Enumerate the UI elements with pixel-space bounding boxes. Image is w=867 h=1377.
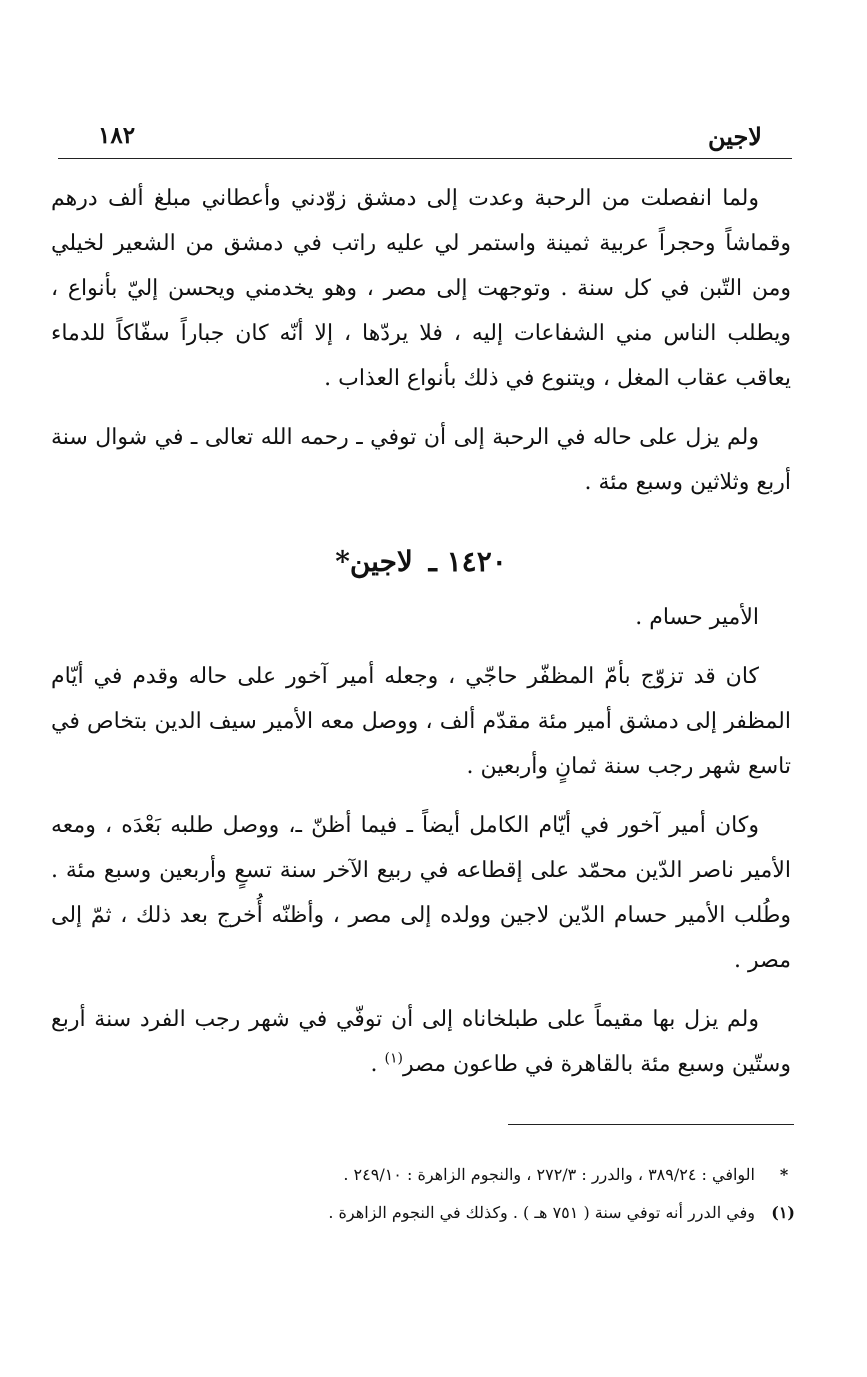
paragraph-2: ولم يزل على حاله في الرحبة إلى أن توفي ـ رحمه الله تعالى ـ في شوال سنة أربع وثلاثين وسبع مئة . (51, 425, 791, 495)
footnote-text: وفي الدرر أنه توفي سنة ( ٧٥١ هـ ) . وكذلك في النجوم الزاهرة . (328, 1203, 755, 1222)
footnote-reference[interactable]: (١) (384, 1050, 403, 1067)
main-text (51, 176, 791, 1087)
paragraph-4: كان قد تزوّج بأمّ المظفّر حاجّي ، وجعله أمير آخور على حاله وقدم في أيّام المظفر إلى دمشق أمير مئة مقدّم ألف ، ووصل معه الأمير سيف الدين بتخاص في تاسع شهر رجب سنة ثمانٍ وأربعين . (51, 664, 791, 779)
header-rule (58, 158, 792, 159)
footnote-text: الوافي : ٣٨٩/٢٤ ، والدرر : ٢٧٢/٣ ، والنجوم الزاهرة : ٢٤٩/١٠ . (343, 1165, 755, 1184)
paragraph-6-end: . (370, 1052, 385, 1077)
footnote-rule (508, 1124, 794, 1125)
footnote-star (55, 1156, 795, 1194)
paragraph-6 (51, 997, 791, 1087)
running-head (58, 122, 790, 156)
paragraph-5: وكان أمير آخور في أيّام الكامل أيضاً ـ فيما أظنّ ـ، ووصل طلبه بَعْدَه ، ومعه الأمير ناصر الدّين محمّد على إقطاعه في ربيع الآخر سنة تسعٍ وأربعين وسبع مئة . وطُلب الأمير حسام الدّين لاجين وولده إلى مصر ، وأظنّه أُخرج بعد ذلك ، ثمّ إلى مصر . (51, 813, 791, 973)
paragraph-1: ولما انفصلت من الرحبة وعدت إلى دمشق زوّدني وأعطاني مبلغ ألف درهم وقماشاً وحجراً عربية ثمينة واستمر لي عليه راتب في دمشق من الشعير لخيلي ومن التّبن في كل سنة . وتوجهت إلى مصر ، وهو يخدمني ويحسن إليّ بأنواع ، ويطلب الناس مني الشفاعات إليه ، فلا يردّها ، إلا أنّه كان جباراً سفّاكاً للدماء يعاقب عقاب المغل ، ويتنوع في ذلك بأنواع العذاب . (51, 186, 791, 391)
footnote-marker: (١) (771, 1203, 795, 1222)
footnote-1 (55, 1194, 795, 1232)
footnote-marker: * (779, 1165, 789, 1184)
page-number: ١٨٢ (98, 122, 136, 149)
paragraph-3: الأمير حسام . (635, 605, 759, 630)
entry-name: لاجين* (335, 545, 413, 578)
entry-heading (51, 539, 791, 585)
running-title: لاجين (707, 122, 762, 151)
entry-number: ١٤٢٠ ـ (428, 545, 507, 578)
paragraph-6-text: ولم يزل بها مقيماً على طبلخاناه إلى أن توفّي في شهر رجب الفرد سنة أربع وستّين وسبع مئة بالقاهرة في طاعون مصر (51, 1007, 791, 1077)
footnotes (55, 1156, 795, 1232)
